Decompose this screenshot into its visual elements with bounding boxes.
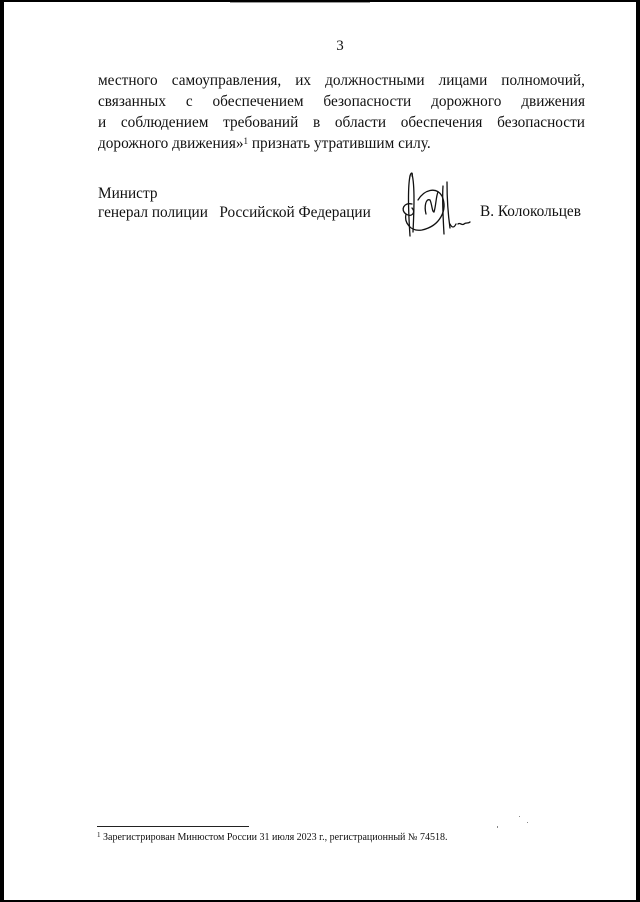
scan-speck: [519, 816, 520, 817]
body-text-segment: признать утратившим силу.: [248, 135, 431, 152]
body-line-1: [98, 70, 585, 91]
page-number: 3: [336, 38, 344, 54]
body-text-segment: дорожного движения»: [98, 135, 244, 152]
scan-border-left: [0, 0, 4, 902]
body-word: связанных: [98, 93, 166, 110]
scan-border-top-shade: [230, 2, 370, 3]
body-word: и: [98, 114, 107, 131]
body-word: движения: [521, 93, 585, 110]
body-word: с: [185, 93, 193, 110]
body-paragraph: [98, 70, 585, 154]
scan-speck: [497, 826, 498, 828]
body-word: безопасности: [323, 93, 412, 110]
body-line-3: [98, 112, 585, 133]
footnote: [97, 832, 447, 843]
body-line-4: [98, 133, 585, 154]
signatory-title-line-1: Министр: [98, 185, 158, 202]
body-word: обеспечения: [400, 114, 483, 131]
body-word: области: [334, 114, 387, 131]
footnote-reference[interactable]: 1: [243, 136, 249, 146]
body-word: требований: [223, 114, 299, 131]
footnote-marker: 1: [97, 831, 101, 839]
body-word: полномочий,: [501, 72, 585, 89]
body-word: самоуправления,: [171, 72, 282, 89]
signatory-title: [98, 184, 371, 222]
body-word: безопасности: [497, 114, 585, 131]
scan-border-right: [636, 0, 640, 902]
body-word: лицами: [438, 72, 488, 89]
body-word: должностными: [325, 72, 425, 89]
body-word: их: [295, 72, 312, 89]
body-word: дорожного: [431, 93, 502, 110]
scan-speck: [527, 822, 528, 823]
body-word: соблюдением: [120, 114, 209, 131]
handwritten-signature-icon: [390, 166, 476, 242]
signer-name: В. Колокольцев: [480, 203, 581, 220]
footnote-separator: [97, 826, 249, 827]
body-word: в: [312, 114, 321, 131]
body-word: местного: [98, 72, 158, 89]
footnote-text: Зарегистрирован Минюстом России 31 июля 2023 г., регистрационный № 74518.: [100, 832, 448, 843]
body-line-2: [98, 91, 585, 112]
body-word: обеспечением: [212, 93, 304, 110]
signatory-title-line-2: генерал полиции Российской Федерации: [98, 204, 371, 221]
